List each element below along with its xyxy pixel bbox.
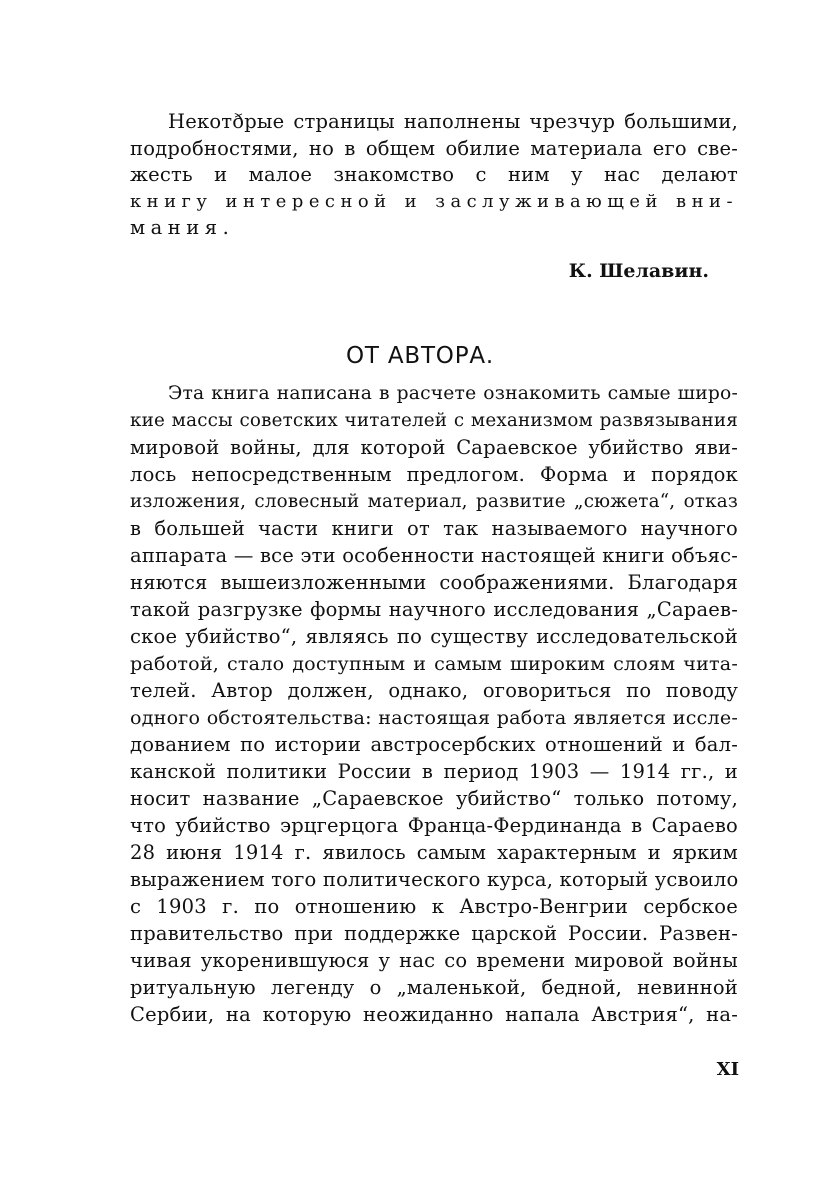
- body-line: что убийство эрцгерцога Франца-Фердинанда в Сараево: [130, 814, 738, 837]
- body-line: с 1903 г. по отношению к Австро-Венгрии сербское: [130, 895, 738, 918]
- intro-line: мания.: [130, 216, 235, 239]
- body-line: чивая укоренившуюся у нас со времени мировой войны: [130, 949, 738, 972]
- body-line: телей. Автор должен, однако, оговориться по поводу: [130, 679, 738, 702]
- body-line: аппарата — все эти особенности настоящей книги объяс-: [130, 544, 738, 567]
- body-line: 28 июня 1914 г. явилось самым характерным и ярким: [130, 841, 738, 864]
- body-line: Эта книга написана в расчете ознакомить самые широ-: [168, 383, 738, 404]
- body-line: такой разгрузке формы научного исследования „Сараев-: [130, 598, 738, 621]
- body-line: мировой войны, для которой Сараевское убийство яви-: [130, 436, 738, 459]
- intro-line: Некотðрые страницы наполнены чрезчур большими,: [168, 110, 738, 133]
- body-line: ское убийство“, являясь по существу исследовательской: [130, 625, 738, 648]
- body-line: изложения, словесный материал, развитие „сюжета“, отказ: [130, 491, 738, 512]
- body-line: лось непосредственным предлогом. Форма и порядок: [130, 463, 738, 486]
- body-line: канской политики России в период 1903 — 1914 гг., и: [130, 760, 738, 783]
- body-paragraph: [130, 380, 738, 1028]
- body-line: выражением того политического курса, который усвоило: [130, 868, 739, 891]
- body-line: в большей части книги от так называемого научного: [130, 517, 738, 540]
- intro-line: жесть и малое знакомство с ним у нас делают: [130, 163, 738, 186]
- page-number: XI: [716, 1059, 739, 1080]
- intro-line: книгу интересной и заслуживающей вни-: [130, 190, 738, 212]
- body-line: работой, стало доступным и самым широким слоям чита-: [130, 652, 738, 675]
- body-line: кие массы советских читателей с механизмом развязывания: [130, 410, 738, 431]
- body-line: ритуальную легенду о „маленькой, бедной, невинной: [130, 976, 738, 999]
- signature: К. Шелавин.: [568, 260, 709, 282]
- body-line: носит название „Сараевское убийство“ только потому,: [130, 787, 738, 810]
- body-line: Сербии, на которую неожиданно напала Австрия“, на-: [130, 1003, 738, 1026]
- body-line: одного обстоятельства: настоящая работа является иссле-: [130, 706, 738, 729]
- body-line: няются вышеизложенными соображениями. Благодаря: [130, 571, 738, 594]
- intro-paragraph: [130, 109, 738, 242]
- section-heading: ОТ АВТОРА.: [345, 343, 495, 369]
- body-line: правительство при поддержке царской России. Развен-: [130, 922, 738, 945]
- intro-line: подробностями, но в общем обилие материала его све-: [130, 136, 738, 160]
- body-line: дованием по истории австросербских отношений и бал-: [130, 733, 738, 756]
